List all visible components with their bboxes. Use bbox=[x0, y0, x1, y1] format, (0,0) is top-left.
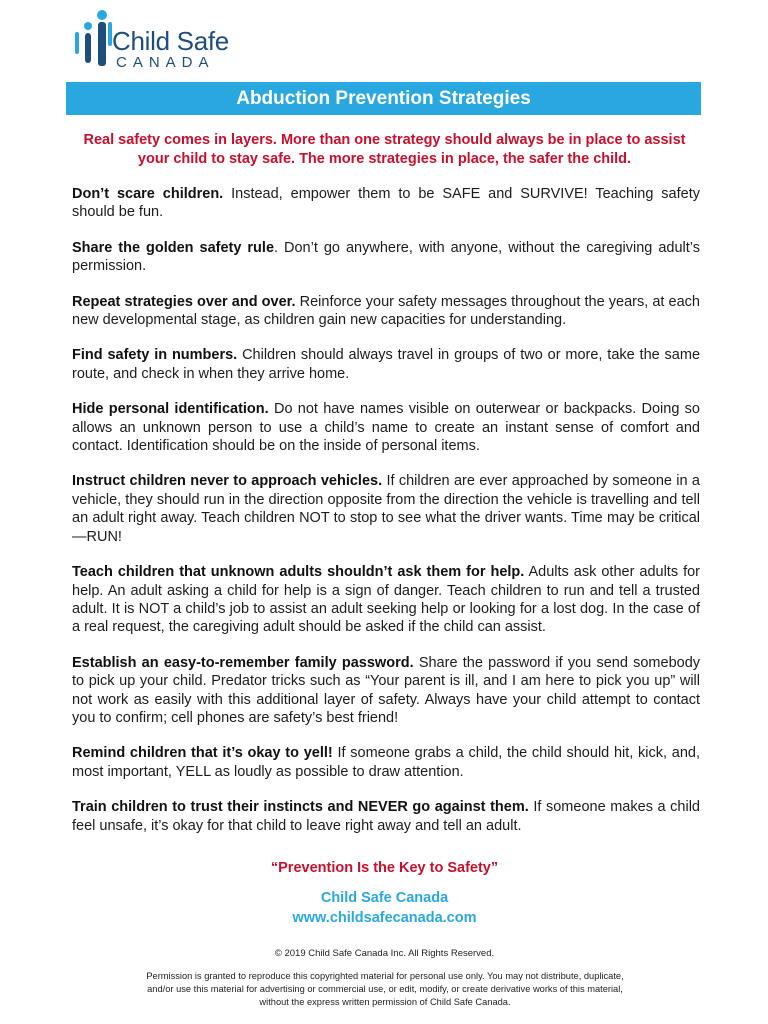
strategy-body: Reinforce your safety messages throughout the years, at each new developmental stage, as children gain new capacities for understanding. bbox=[72, 293, 700, 329]
child-safe-canada-logo bbox=[74, 8, 234, 70]
strategy-heading: Repeat strategies over and over. bbox=[72, 293, 296, 310]
strategy-body: If children are ever approached by someone in a vehicle, they should run in the direction opposite from the direction the vehicle is travelling and tell an adult right away. Teach children NOT to stop to see what the driver wants. Time may be critical—RUN! bbox=[72, 473, 700, 545]
strategy-heading: Train children to trust their instincts and NEVER go against them. bbox=[72, 799, 529, 816]
children-figures-icon bbox=[74, 8, 114, 70]
strategy-heading: Hide personal identification. bbox=[72, 401, 269, 418]
strategy-heading: Share the golden safety rule bbox=[72, 239, 275, 256]
strategy-item bbox=[72, 563, 700, 637]
strategy-heading: Find safety in numbers. bbox=[72, 347, 238, 364]
copyright-notice: © 2019 Child Safe Canada Inc. All Rights Reserved. bbox=[274, 948, 495, 959]
strategy-item bbox=[72, 400, 700, 455]
strategy-body: Do not have names visible on outerwear or backpacks. Doing so allows an unknown person to use a child’s name to create an instant sense of comfort and contact. Identification should be on the inside of personal items. bbox=[72, 401, 701, 455]
slogan: “Prevention Is the Key to Safety” bbox=[270, 860, 499, 876]
strategy-item bbox=[72, 346, 700, 383]
strategy-heading: Instruct children never to approach vehicles. bbox=[72, 473, 383, 490]
strategy-item bbox=[72, 472, 700, 546]
strategy-item bbox=[72, 798, 700, 835]
strategy-item bbox=[72, 185, 700, 222]
strategy-body: . Don’t go anywhere, with anyone, without the caregiving adult’s permission. bbox=[72, 239, 700, 275]
strategy-heading: Establish an easy-to-remember family password. bbox=[72, 654, 414, 671]
strategy-list bbox=[72, 185, 700, 852]
intro-statement: Real safety comes in layers. More than one strategy should always be in place to assist your child to stay safe. The more strategies in place, the safer the child. bbox=[83, 132, 686, 167]
strategy-body: If someone grabs a child, the child should hit, kick, and, most important, YELL as loudly as possible to draw attention. bbox=[72, 745, 700, 780]
strategy-body: Instead, empower them to be SAFE and SURVIVE! Teaching safety should be fun. bbox=[72, 186, 700, 221]
strategy-body: If someone makes a child feel unsafe, it’s okay for that child to leave right away and tell an adult. bbox=[72, 799, 700, 834]
strategy-heading: Teach children that unknown adults shouldn’t ask them for help. bbox=[72, 564, 525, 581]
strategy-item bbox=[72, 239, 700, 276]
strategy-heading: Don’t scare children. bbox=[72, 186, 224, 202]
website-link[interactable]: www.childsafecanada.com bbox=[292, 910, 477, 926]
organization-name: Child Safe Canada bbox=[320, 890, 449, 906]
strategy-body: Adults ask other adults for help. An adult asking a child for help is a sign of danger. Teach children to run and tell a trusted adult. It is NOT a child’s job to assist an adult seeking help or looking for a lost dog. In the case of a real request, the caregiving adult should be asked if the child can assist. bbox=[72, 564, 700, 636]
organization-contact bbox=[72, 888, 697, 928]
permission-notice: Permission is granted to reproduce this copyrighted material for personal use only. You may not distribute, duplicate, and/or use this material for advertising or commercial use, or edit, modify, or create derivative works of this material, without the express written permission of Child Safe Canada. bbox=[146, 971, 624, 1007]
brand-name: Child Safe bbox=[112, 26, 229, 56]
page-title-banner: Abduction Prevention Strategies bbox=[66, 82, 701, 115]
strategy-body: Share the password if you send somebody to pick up your child. Predator tricks such as “Your parent is ill, and I am here to pick you up” will not work as easily with this additional layer of safety. Always have your child attempt to contact you to confirm; cell phones are safety’s best friend! bbox=[72, 654, 701, 726]
strategy-item bbox=[72, 744, 700, 781]
strategy-body: Children should always travel in groups of two or more, take the same route, and check in when they arrive home. bbox=[72, 347, 701, 382]
strategy-heading: Remind children that it’s okay to yell! bbox=[72, 745, 333, 762]
brand-country: CANADA bbox=[116, 54, 215, 71]
strategy-item bbox=[72, 654, 700, 728]
strategy-item bbox=[72, 293, 700, 330]
